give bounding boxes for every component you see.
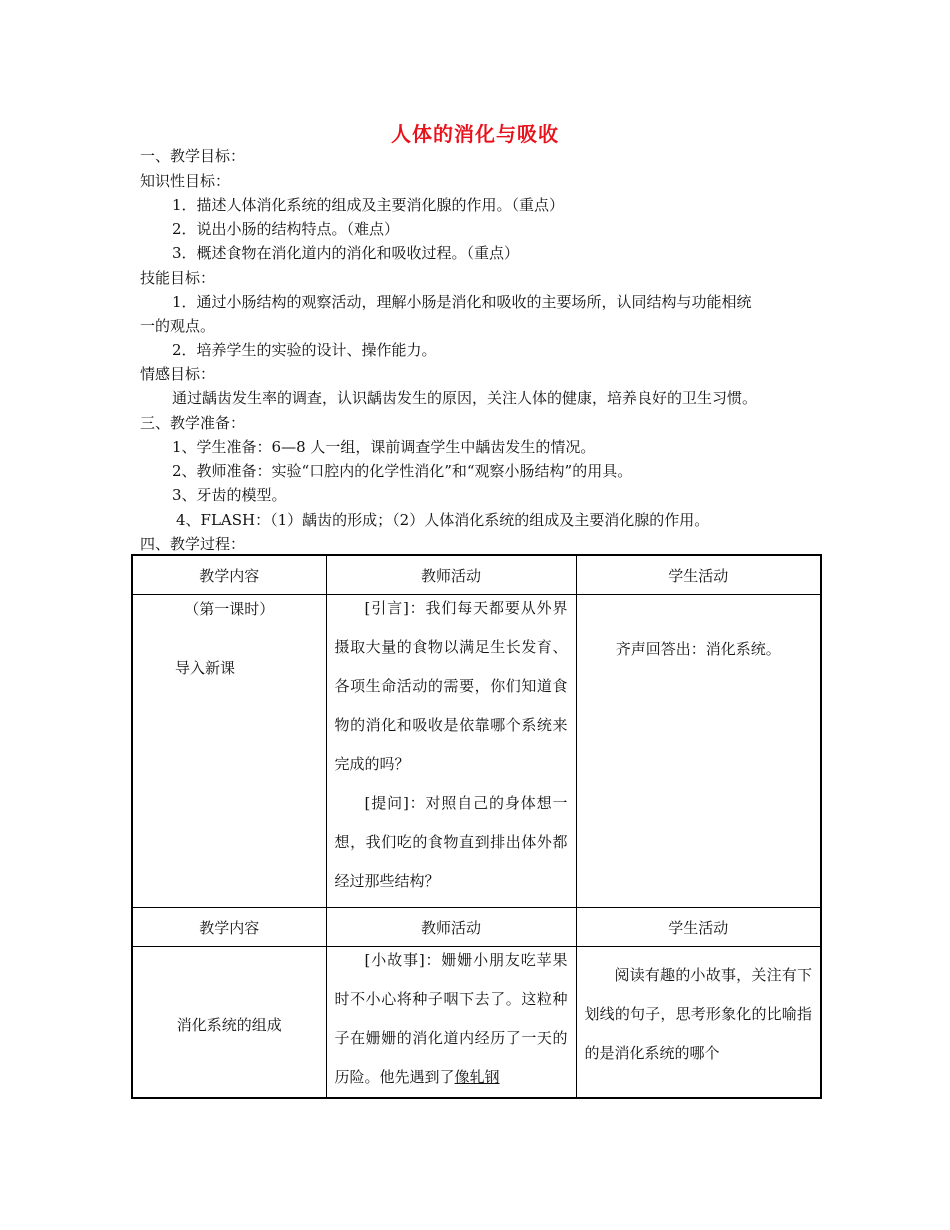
header-student: 学生活动	[576, 555, 821, 595]
row1-content-cell	[132, 595, 326, 908]
skill-goal-1-line-2: 一的观点。	[140, 317, 216, 335]
row1-teacher-cell	[326, 595, 576, 908]
preparation-item-3: 3、牙齿的模型。	[172, 486, 287, 504]
lesson-label: （第一课时）	[184, 600, 275, 618]
skill-goals-heading: 技能目标：	[140, 269, 216, 287]
row2-teacher-text: [小故事]：姗姗小朋友吃苹果时不小心将种子咽下去了。这粒种子在姗姗的消化道内经历了一天的历险。他先遇到了	[334, 951, 568, 1086]
knowledge-goal-3: 3．概述食物在消化道内的消化和吸收过程。（重点）	[172, 244, 520, 262]
row2-student-cell	[576, 947, 821, 1099]
header-teacher: 教师活动	[326, 908, 576, 947]
knowledge-goal-1: 1．描述人体消化系统的组成及主要消化腺的作用。（重点）	[172, 196, 565, 214]
header-content: 教学内容	[132, 555, 326, 595]
section-heading-preparation: 三、教学准备：	[140, 414, 246, 432]
row1-student-cell	[576, 595, 821, 908]
row2-teacher-underline: 像轧钢	[454, 1068, 500, 1086]
knowledge-goals-heading: 知识性目标：	[140, 172, 231, 190]
row2-teacher	[327, 941, 576, 1097]
preparation-item-1: 1、学生准备：6—8 人一组，课前调查学生中龋齿发生的情况。	[172, 438, 596, 456]
row2-teacher-cell	[326, 947, 576, 1099]
row2-content: 消化系统的组成	[176, 1016, 282, 1034]
knowledge-goal-2: 2．说出小肠的结构特点。（难点）	[172, 220, 400, 238]
row2-student: 阅读有趣的小故事，关注有下划线的句子，思考形象化的比喻指的是消化系统的哪个	[584, 966, 812, 1062]
section-heading-process: 四、教学过程：	[140, 535, 246, 553]
row2-content-cell	[132, 947, 326, 1099]
skill-goal-1-line-1: 1．通过小肠结构的观察活动，理解小肠是消化和吸收的主要场所，认同结构与功能相统	[172, 293, 752, 311]
row1-student: 齐声回答出：消化系统。	[615, 640, 781, 658]
header-student: 学生活动	[576, 908, 821, 947]
skill-goal-2: 2．培养学生的实验的设计、操作能力。	[172, 341, 437, 359]
teaching-process-table	[131, 554, 822, 1099]
header-content: 教学内容	[132, 908, 326, 947]
table-row	[132, 947, 821, 1099]
section-heading-objectives: 一、教学目标：	[140, 147, 246, 165]
row1-teacher-intro: [引言]：我们每天都要从外界摄取大量的食物以满足生长发育、各项生命活动的需要，你们知道食物的消化和吸收是依靠哪个系统来完成的吗？	[334, 599, 568, 773]
row1-content: 导入新课	[175, 659, 236, 677]
row1-teacher-question: [提问]：对照自己的身体想一想，我们吃的食物直到排出体外都经过那些结构？	[334, 794, 568, 890]
document-title: 人体的消化与吸收	[391, 122, 559, 146]
preparation-item-4: 4、FLASH：（1）龋齿的形成；（2）人体消化系统的组成及主要消化腺的作用。	[176, 511, 710, 529]
emotion-goal-1: 通过龋齿发生率的调查，认识龋齿发生的原因，关注人体的健康，培养良好的卫生习惯。	[172, 389, 758, 407]
emotion-goals-heading: 情感目标：	[140, 365, 216, 383]
preparation-item-2: 2、教师准备：实验“口腔内的化学性消化”和“观察小肠结构”的用具。	[172, 462, 633, 480]
header-teacher: 教师活动	[326, 555, 576, 595]
table-row	[132, 595, 821, 908]
